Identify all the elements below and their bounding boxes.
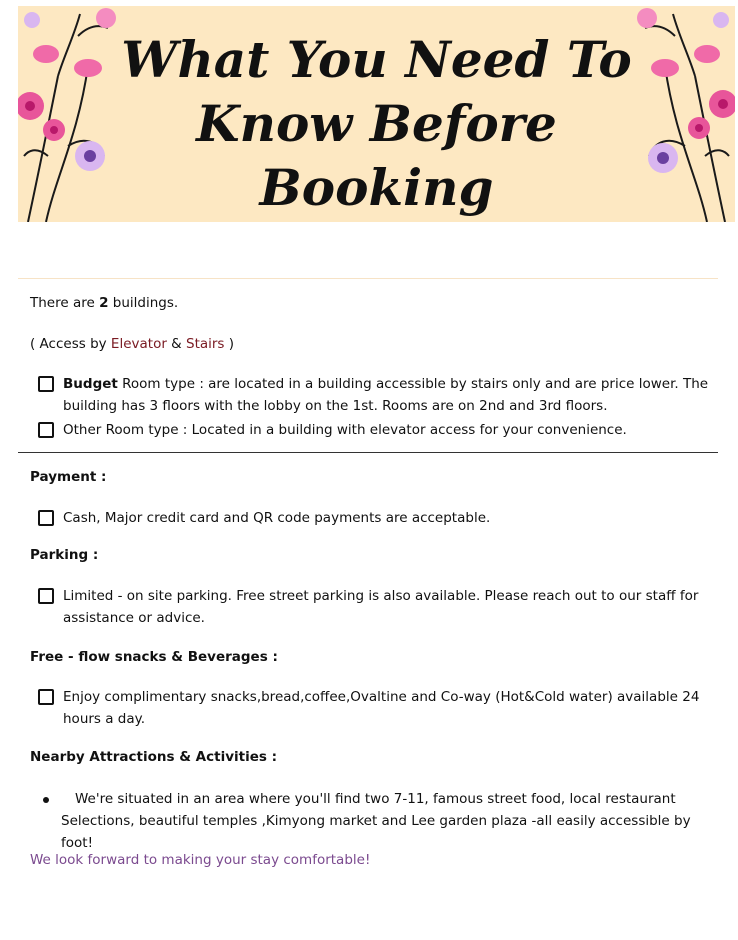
parking-item — [38, 585, 710, 629]
header-banner — [18, 6, 735, 222]
room-type-other-text: Other Room type : Located in a building with elevator access for your convenience. — [63, 422, 627, 438]
buildings-count: 2 — [99, 295, 109, 311]
access-stairs: Stairs — [186, 336, 225, 352]
access-text — [30, 333, 234, 355]
attractions-item — [40, 788, 710, 854]
page-title — [18, 28, 735, 220]
buildings-count-text — [30, 292, 178, 314]
bullet-icon — [43, 797, 49, 803]
checkbox[interactable] — [38, 376, 54, 392]
room-type-budget-desc: Room type : are located in a building accessible by stairs only and are price lower. The building has 3 floors with the lobby on the 1st. Rooms are on 2nd and 3rd floors. — [63, 376, 709, 414]
checkbox[interactable] — [38, 422, 54, 438]
attractions-item-text: We're situated in an area where you'll find two 7-11, famous street food, local restaurant Selections, beautiful temples ,Kimyong market and Lee garden plaza -all easily accessible by foot! — [61, 791, 691, 851]
buildings-prefix: There are — [30, 295, 100, 311]
snacks-heading: Free - flow snacks & Beverages : — [30, 649, 278, 665]
snacks-item-text: Enjoy complimentary snacks,bread,coffee,Ovaltine and Co-way (Hot&Cold water) available 24 hours a day. — [63, 689, 700, 727]
access-open: ( Access by — [30, 336, 111, 352]
room-type-budget-text — [63, 373, 710, 417]
title-line-2: Know Before — [196, 94, 557, 153]
title-line-3: Booking — [259, 158, 494, 217]
access-elevator: Elevator — [110, 336, 167, 352]
parking-heading: Parking : — [30, 547, 99, 563]
checkbox[interactable] — [38, 689, 54, 705]
closing-message: We look forward to making your stay comfortable! — [30, 852, 371, 868]
divider-light — [18, 278, 718, 279]
payment-heading: Payment : — [30, 469, 107, 485]
title-line-1: What You Need To — [121, 30, 632, 89]
buildings-suffix: buildings. — [108, 295, 179, 311]
room-type-other — [38, 419, 710, 441]
payment-item — [38, 507, 710, 529]
room-type-budget-label: Budget — [63, 376, 118, 392]
room-type-budget — [38, 373, 710, 417]
access-close: ) — [224, 336, 235, 352]
checkbox[interactable] — [38, 588, 54, 604]
checkbox[interactable] — [38, 510, 54, 526]
access-amp: & — [166, 336, 186, 352]
payment-item-text: Cash, Major credit card and QR code payments are acceptable. — [63, 510, 491, 526]
snacks-item — [38, 686, 710, 730]
divider-dark — [18, 452, 718, 453]
attractions-heading: Nearby Attractions & Activities : — [30, 749, 278, 765]
parking-item-text: Limited - on site parking. Free street parking is also available. Please reach out to our staff for assistance or advice. — [63, 588, 699, 626]
